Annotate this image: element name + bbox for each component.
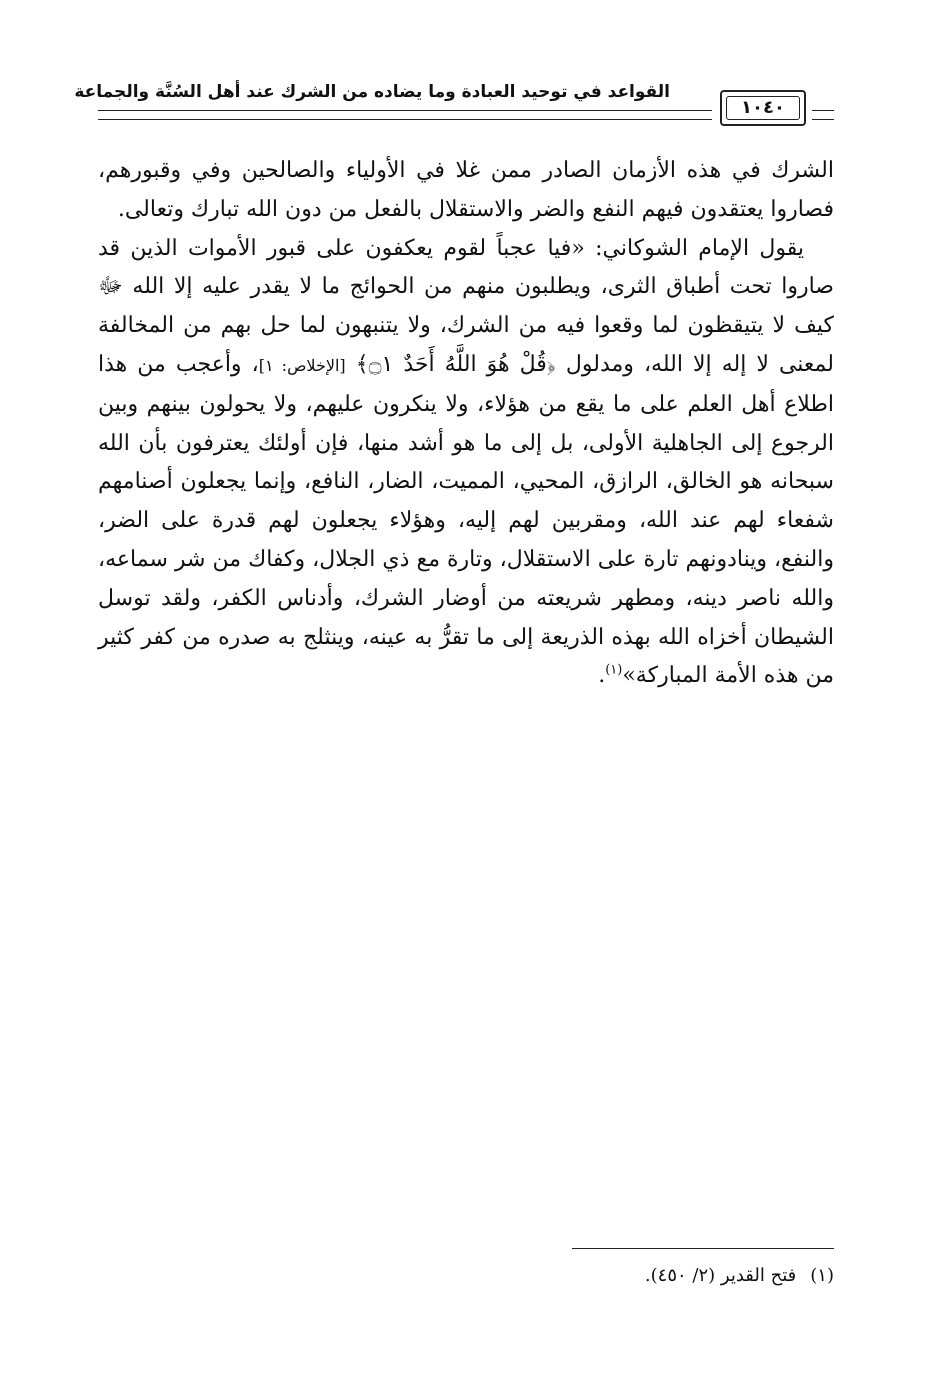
page-header (74, 80, 834, 128)
paragraph-2-part-2: ، وأعجب من هذا اطلاع أهل العلم على ما يقع من هؤلاء، ولا ينكرون عليهم، ولا يحولون بينهم وبين الرجوع إلى الجاهلية الأولى، بل إلى ما هو أشد منها، فإن أولئك يعترفون بأن الله سبحانه هو الخالق، الرازق، المحيي، المميت، الضار، النافع، وإنما يجعلون أصنامهم شفعاء لهم عند الله، ومقربين لهم إليه، وهؤلاء يجعلون لهم قدرة على الضر، والنفع، وينادونهم تارة على الاستقلال، وتارة مع ذي الجلال، وكفاك من شر سماعه، والله ناصر دينه، ومطهر شريعته من أوضار الشرك، وأدناس الكفر، ولقد توسل الشيطان أخزاه الله بهذه الذريعة إلى ما تقرُّ به عينه، وينثلج به صدره من كفر كثير من هذه الأمة المباركة» (98, 351, 834, 689)
paragraph-2 (98, 230, 834, 697)
footnote-marker: (١) (605, 663, 623, 679)
footnote-text: فتح القدير (٢/ ٤٥٠). (644, 1265, 797, 1286)
paragraph-2-part-1: يقول الإمام الشوكاني: «فيا عجباً لقوم يعكفون على قبور الأموات الذين قد صاروا تحت أطباق الثرى، ويطلبون منهم من الحوائج ما لا يقدر عليه إلا الله ﷻ كيف لا يتيقظون لما وقعوا فيه من الشرك، ولا يتنبهون لما حل بهم من المخالفة لمعنى لا إله إلا الله، ومدلول (98, 235, 834, 377)
paragraph-end: . (598, 663, 606, 689)
page-number-frame (720, 90, 806, 126)
page-number: ١٠٤٠ (741, 97, 785, 118)
main-text (98, 152, 834, 696)
running-title: القواعد في توحيد العبادة وما يضاده من الشرك عند أهل السُنَّة والجماعة (74, 82, 670, 102)
quran-verse: ﴿قُلْ هُوَ اللَّهُ أَحَدٌ ۝١﴾ (355, 351, 556, 377)
header-rule (98, 110, 712, 120)
footnote-number: (١) (810, 1265, 834, 1286)
paragraph-1: الشرك في هذه الأزمان الصادر ممن غلا في الأولياء والصالحين وفي وقبورهم، فصاروا يعتقدون فيهم النفع والضر والاستقلال بالفعل من دون الله تبارك وتعالى. (98, 158, 834, 222)
header-rule-right (812, 110, 834, 120)
verse-reference: [الإخلاص: ١] (258, 355, 346, 375)
footnote-divider (572, 1248, 834, 1249)
footnote (400, 1262, 834, 1290)
